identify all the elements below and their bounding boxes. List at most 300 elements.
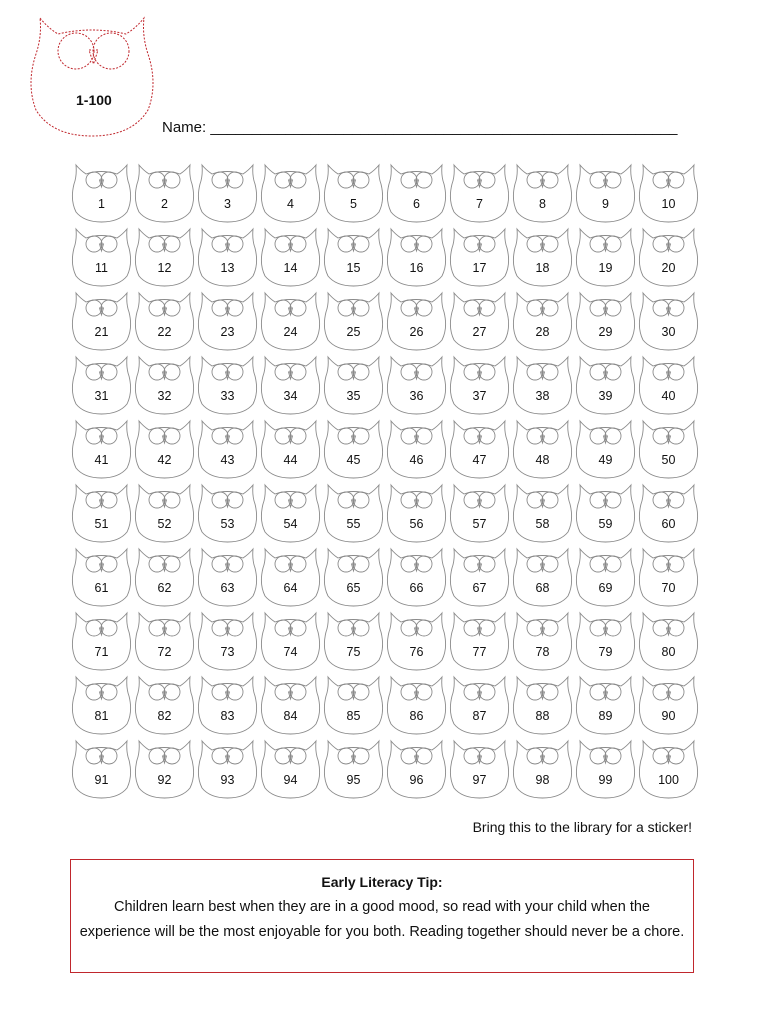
owl-outline-icon bbox=[637, 162, 700, 224]
owl-cell bbox=[637, 610, 700, 674]
owl-number: 91 bbox=[94, 773, 109, 787]
owl-cell bbox=[637, 482, 700, 546]
owl-number: 15 bbox=[346, 261, 361, 275]
owl-number: 48 bbox=[535, 453, 550, 467]
owl-outline-icon bbox=[448, 290, 511, 352]
owl-cell bbox=[448, 738, 511, 802]
owl-cell bbox=[511, 226, 574, 290]
owl-outline-icon bbox=[637, 354, 700, 416]
owl-outline-icon bbox=[637, 226, 700, 288]
owl-outline-icon bbox=[574, 290, 637, 352]
owl-number: 39 bbox=[598, 389, 613, 403]
owl-cell bbox=[259, 226, 322, 290]
owl-number: 3 bbox=[224, 197, 231, 211]
owl-outline-icon bbox=[259, 226, 322, 288]
owl-outline-icon bbox=[133, 354, 196, 416]
owl-outline-icon bbox=[637, 674, 700, 736]
owl-number: 1 bbox=[98, 197, 105, 211]
owl-outline-icon bbox=[259, 482, 322, 544]
owl-number: 65 bbox=[346, 581, 361, 595]
owl-number: 73 bbox=[220, 645, 235, 659]
owl-outline-icon bbox=[448, 610, 511, 672]
owl-outline-icon bbox=[448, 546, 511, 608]
owl-cell bbox=[448, 162, 511, 226]
owl-number: 69 bbox=[598, 581, 613, 595]
owl-cell bbox=[448, 354, 511, 418]
owl-number: 63 bbox=[220, 581, 235, 595]
owl-number: 34 bbox=[283, 389, 298, 403]
owl-number: 21 bbox=[94, 325, 109, 339]
owl-number: 77 bbox=[472, 645, 487, 659]
owl-outline-icon bbox=[322, 674, 385, 736]
owl-outline-icon bbox=[385, 354, 448, 416]
owl-number: 24 bbox=[283, 325, 298, 339]
owl-number: 8 bbox=[539, 197, 546, 211]
owl-number: 20 bbox=[661, 261, 676, 275]
owl-outline-icon bbox=[259, 290, 322, 352]
owl-outline-icon bbox=[511, 418, 574, 480]
owl-number: 79 bbox=[598, 645, 613, 659]
owl-number: 59 bbox=[598, 517, 613, 531]
owl-cell bbox=[511, 546, 574, 610]
owl-number: 29 bbox=[598, 325, 613, 339]
owl-number: 16 bbox=[409, 261, 424, 275]
owl-number: 100 bbox=[658, 773, 679, 787]
owl-number: 80 bbox=[661, 645, 676, 659]
owl-cell bbox=[574, 482, 637, 546]
tip-title: Early Literacy Tip: bbox=[321, 874, 443, 890]
owl-outline-icon bbox=[448, 226, 511, 288]
owl-outline-icon bbox=[196, 546, 259, 608]
owl-number: 51 bbox=[94, 517, 109, 531]
owl-number: 45 bbox=[346, 453, 361, 467]
owl-cell bbox=[448, 674, 511, 738]
owl-outline-icon bbox=[448, 354, 511, 416]
owl-cell bbox=[637, 354, 700, 418]
owl-cell bbox=[133, 738, 196, 802]
owl-number: 87 bbox=[472, 709, 487, 723]
owl-cell bbox=[637, 162, 700, 226]
owl-cell bbox=[322, 738, 385, 802]
owl-cell bbox=[448, 482, 511, 546]
owl-outline-icon bbox=[196, 354, 259, 416]
owl-number: 82 bbox=[157, 709, 172, 723]
owl-cell bbox=[574, 610, 637, 674]
owl-outline-icon bbox=[511, 354, 574, 416]
owl-outline-icon bbox=[511, 674, 574, 736]
owl-cell bbox=[637, 290, 700, 354]
owl-cell bbox=[574, 354, 637, 418]
owl-outline-icon bbox=[259, 418, 322, 480]
owl-number: 90 bbox=[661, 709, 676, 723]
owl-number: 75 bbox=[346, 645, 361, 659]
owl-number: 23 bbox=[220, 325, 235, 339]
owl-cell bbox=[574, 418, 637, 482]
owl-number: 89 bbox=[598, 709, 613, 723]
page-title: 1-100 bbox=[76, 92, 112, 108]
owl-number: 47 bbox=[472, 453, 487, 467]
owl-outline-icon bbox=[196, 290, 259, 352]
owl-outline-icon bbox=[70, 162, 133, 224]
owl-number: 7 bbox=[476, 197, 483, 211]
name-field-label: Name: ________________________________________________________ bbox=[162, 119, 678, 136]
owl-cell bbox=[133, 674, 196, 738]
owl-outline-icon bbox=[70, 674, 133, 736]
owl-cell bbox=[322, 418, 385, 482]
owl-cell bbox=[574, 226, 637, 290]
owl-number: 27 bbox=[472, 325, 487, 339]
owl-outline-icon bbox=[133, 226, 196, 288]
tip-body: Children learn best when they are in a good mood, so read with your child when the experience will be the most enjoyable for you both. Reading together should never be a chore. bbox=[79, 899, 685, 940]
owl-cell bbox=[196, 674, 259, 738]
owl-cell bbox=[511, 418, 574, 482]
owl-cell bbox=[70, 226, 133, 290]
owl-cell bbox=[574, 162, 637, 226]
owl-cell bbox=[322, 290, 385, 354]
owl-number: 62 bbox=[157, 581, 172, 595]
owl-cell bbox=[574, 546, 637, 610]
owl-cell bbox=[133, 354, 196, 418]
owl-cell bbox=[70, 418, 133, 482]
owl-outline-icon bbox=[322, 354, 385, 416]
owl-cell bbox=[259, 738, 322, 802]
owl-cell bbox=[70, 674, 133, 738]
owl-outline-icon bbox=[70, 546, 133, 608]
owl-outline-icon bbox=[511, 610, 574, 672]
owl-number: 99 bbox=[598, 773, 613, 787]
owl-outline-icon bbox=[70, 418, 133, 480]
owl-outline-icon bbox=[196, 226, 259, 288]
literacy-tip-box bbox=[70, 859, 694, 973]
owl-outline-icon bbox=[574, 482, 637, 544]
owl-logo-icon bbox=[30, 14, 154, 138]
owl-outline-icon bbox=[385, 226, 448, 288]
owl-outline-icon bbox=[385, 738, 448, 800]
owl-number: 42 bbox=[157, 453, 172, 467]
owl-outline-icon bbox=[385, 290, 448, 352]
owl-number: 72 bbox=[157, 645, 172, 659]
owl-cell bbox=[196, 546, 259, 610]
owl-outline-icon bbox=[322, 738, 385, 800]
owl-outline-icon bbox=[133, 162, 196, 224]
owl-cell bbox=[70, 610, 133, 674]
owl-outline-icon bbox=[196, 162, 259, 224]
owl-outline-icon bbox=[259, 354, 322, 416]
owl-number: 12 bbox=[157, 261, 172, 275]
owl-cell bbox=[385, 610, 448, 674]
owl-number: 67 bbox=[472, 581, 487, 595]
owl-cell bbox=[70, 162, 133, 226]
owl-cell bbox=[259, 674, 322, 738]
owl-cell bbox=[385, 418, 448, 482]
owl-cell bbox=[511, 738, 574, 802]
owl-outline-icon bbox=[70, 610, 133, 672]
owl-number: 60 bbox=[661, 517, 676, 531]
owl-number: 46 bbox=[409, 453, 424, 467]
owl-cell bbox=[70, 482, 133, 546]
owl-number: 25 bbox=[346, 325, 361, 339]
owl-outline-icon bbox=[511, 482, 574, 544]
owl-number: 9 bbox=[602, 197, 609, 211]
owl-outline-icon bbox=[70, 354, 133, 416]
owl-outline-icon bbox=[637, 546, 700, 608]
owl-number: 86 bbox=[409, 709, 424, 723]
owl-number: 10 bbox=[661, 197, 676, 211]
owl-outline-icon bbox=[133, 546, 196, 608]
owl-number: 33 bbox=[220, 389, 235, 403]
owl-number: 81 bbox=[94, 709, 109, 723]
owl-number: 54 bbox=[283, 517, 298, 531]
owl-cell bbox=[259, 482, 322, 546]
owl-cell bbox=[574, 738, 637, 802]
owl-outline-icon bbox=[259, 546, 322, 608]
owl-outline-icon bbox=[196, 610, 259, 672]
owl-number: 66 bbox=[409, 581, 424, 595]
owl-number: 32 bbox=[157, 389, 172, 403]
owl-cell bbox=[70, 738, 133, 802]
owl-cell bbox=[448, 610, 511, 674]
owl-outline-icon bbox=[511, 546, 574, 608]
owl-number: 28 bbox=[535, 325, 550, 339]
owl-cell bbox=[322, 610, 385, 674]
owl-cell bbox=[196, 162, 259, 226]
owl-number: 50 bbox=[661, 453, 676, 467]
owl-cell bbox=[70, 290, 133, 354]
owl-number-grid bbox=[70, 162, 700, 802]
owl-number: 76 bbox=[409, 645, 424, 659]
owl-number: 37 bbox=[472, 389, 487, 403]
owl-outline-icon bbox=[322, 290, 385, 352]
owl-cell bbox=[259, 546, 322, 610]
owl-number: 68 bbox=[535, 581, 550, 595]
owl-number: 5 bbox=[350, 197, 357, 211]
owl-number: 38 bbox=[535, 389, 550, 403]
owl-number: 97 bbox=[472, 773, 487, 787]
owl-number: 96 bbox=[409, 773, 424, 787]
owl-number: 17 bbox=[472, 261, 487, 275]
owl-outline-icon bbox=[322, 162, 385, 224]
owl-number: 11 bbox=[95, 261, 108, 275]
owl-outline-icon bbox=[133, 290, 196, 352]
owl-cell bbox=[385, 162, 448, 226]
owl-cell bbox=[259, 290, 322, 354]
owl-outline-icon bbox=[196, 738, 259, 800]
owl-outline-icon bbox=[574, 226, 637, 288]
owl-number: 49 bbox=[598, 453, 613, 467]
owl-outline-icon bbox=[322, 546, 385, 608]
owl-number: 30 bbox=[661, 325, 676, 339]
owl-outline-icon bbox=[574, 546, 637, 608]
owl-cell bbox=[385, 290, 448, 354]
owl-cell bbox=[511, 290, 574, 354]
owl-cell bbox=[448, 226, 511, 290]
owl-number: 56 bbox=[409, 517, 424, 531]
owl-cell bbox=[259, 354, 322, 418]
owl-outline-icon bbox=[511, 162, 574, 224]
owl-number: 85 bbox=[346, 709, 361, 723]
owl-number: 83 bbox=[220, 709, 235, 723]
owl-outline-icon bbox=[133, 738, 196, 800]
owl-cell bbox=[511, 610, 574, 674]
owl-cell bbox=[574, 290, 637, 354]
owl-number: 71 bbox=[94, 645, 109, 659]
owl-cell bbox=[322, 674, 385, 738]
owl-outline-icon bbox=[385, 418, 448, 480]
owl-outline-icon bbox=[574, 738, 637, 800]
owl-number: 84 bbox=[283, 709, 298, 723]
owl-outline-icon bbox=[196, 418, 259, 480]
owl-cell bbox=[133, 290, 196, 354]
owl-outline-icon bbox=[385, 674, 448, 736]
owl-outline-icon bbox=[70, 482, 133, 544]
owl-outline-icon bbox=[133, 674, 196, 736]
owl-outline-icon bbox=[574, 610, 637, 672]
owl-outline-icon bbox=[574, 162, 637, 224]
owl-number: 35 bbox=[346, 389, 361, 403]
owl-outline-icon bbox=[196, 482, 259, 544]
owl-cell bbox=[385, 674, 448, 738]
owl-number: 2 bbox=[161, 197, 168, 211]
owl-cell bbox=[259, 418, 322, 482]
owl-outline-icon bbox=[385, 546, 448, 608]
owl-outline-icon bbox=[637, 738, 700, 800]
owl-number: 40 bbox=[661, 389, 676, 403]
owl-cell bbox=[133, 162, 196, 226]
owl-cell bbox=[70, 546, 133, 610]
owl-outline-icon bbox=[574, 354, 637, 416]
owl-number: 64 bbox=[283, 581, 298, 595]
owl-cell bbox=[196, 482, 259, 546]
owl-outline-icon bbox=[637, 482, 700, 544]
owl-outline-icon bbox=[259, 738, 322, 800]
owl-cell bbox=[259, 610, 322, 674]
owl-cell bbox=[196, 418, 259, 482]
owl-cell bbox=[196, 354, 259, 418]
owl-outline-icon bbox=[448, 418, 511, 480]
owl-outline-icon bbox=[574, 674, 637, 736]
owl-number: 31 bbox=[94, 389, 109, 403]
owl-number: 44 bbox=[283, 453, 298, 467]
owl-number: 93 bbox=[220, 773, 235, 787]
owl-cell bbox=[637, 226, 700, 290]
sticker-note: Bring this to the library for a sticker! bbox=[472, 819, 692, 835]
owl-outline-icon bbox=[70, 290, 133, 352]
owl-outline-icon bbox=[448, 162, 511, 224]
owl-cell bbox=[385, 546, 448, 610]
owl-number: 4 bbox=[287, 197, 294, 211]
owl-number: 53 bbox=[220, 517, 235, 531]
owl-number: 92 bbox=[157, 773, 172, 787]
owl-number: 41 bbox=[94, 453, 109, 467]
owl-outline-icon bbox=[322, 226, 385, 288]
owl-cell bbox=[70, 354, 133, 418]
owl-cell bbox=[322, 482, 385, 546]
owl-cell bbox=[259, 162, 322, 226]
owl-number: 74 bbox=[283, 645, 298, 659]
owl-outline-icon bbox=[511, 738, 574, 800]
owl-cell bbox=[385, 354, 448, 418]
owl-cell bbox=[322, 546, 385, 610]
owl-number: 18 bbox=[535, 261, 550, 275]
owl-outline-icon bbox=[259, 674, 322, 736]
owl-cell bbox=[511, 482, 574, 546]
owl-cell bbox=[196, 290, 259, 354]
owl-cell bbox=[511, 674, 574, 738]
owl-number: 98 bbox=[535, 773, 550, 787]
owl-cell bbox=[322, 162, 385, 226]
owl-cell bbox=[511, 162, 574, 226]
owl-cell bbox=[322, 226, 385, 290]
owl-outline-icon bbox=[511, 226, 574, 288]
owl-outline-icon bbox=[448, 738, 511, 800]
owl-cell bbox=[196, 226, 259, 290]
owl-outline-icon bbox=[322, 610, 385, 672]
owl-outline-icon bbox=[385, 610, 448, 672]
owl-outline-icon bbox=[448, 482, 511, 544]
owl-number: 36 bbox=[409, 389, 424, 403]
owl-cell bbox=[133, 482, 196, 546]
owl-cell bbox=[448, 290, 511, 354]
owl-cell bbox=[637, 418, 700, 482]
owl-outline-icon bbox=[385, 162, 448, 224]
owl-number: 70 bbox=[661, 581, 676, 595]
owl-number: 14 bbox=[283, 261, 298, 275]
owl-outline-icon bbox=[70, 226, 133, 288]
owl-number: 94 bbox=[283, 773, 298, 787]
owl-outline-icon bbox=[133, 418, 196, 480]
owl-cell bbox=[133, 546, 196, 610]
owl-cell bbox=[637, 546, 700, 610]
owl-cell bbox=[133, 226, 196, 290]
owl-cell bbox=[448, 418, 511, 482]
owl-cell bbox=[385, 738, 448, 802]
owl-cell bbox=[511, 354, 574, 418]
owl-number: 43 bbox=[220, 453, 235, 467]
owl-cell bbox=[385, 482, 448, 546]
owl-cell bbox=[196, 738, 259, 802]
owl-cell bbox=[637, 674, 700, 738]
owl-number: 52 bbox=[157, 517, 172, 531]
owl-number: 22 bbox=[157, 325, 172, 339]
owl-outline-icon bbox=[259, 610, 322, 672]
owl-outline-icon bbox=[322, 418, 385, 480]
owl-cell bbox=[322, 354, 385, 418]
owl-number: 26 bbox=[409, 325, 424, 339]
owl-outline-icon bbox=[637, 610, 700, 672]
owl-outline-icon bbox=[322, 482, 385, 544]
owl-outline-icon bbox=[259, 162, 322, 224]
owl-number: 55 bbox=[346, 517, 361, 531]
owl-cell bbox=[385, 226, 448, 290]
owl-outline-icon bbox=[637, 418, 700, 480]
owl-cell bbox=[196, 610, 259, 674]
owl-number: 19 bbox=[598, 261, 613, 275]
owl-outline-icon bbox=[574, 418, 637, 480]
owl-number: 58 bbox=[535, 517, 550, 531]
owl-number: 78 bbox=[535, 645, 550, 659]
owl-cell bbox=[448, 546, 511, 610]
owl-outline-icon bbox=[511, 290, 574, 352]
owl-cell bbox=[637, 738, 700, 802]
owl-cell bbox=[574, 674, 637, 738]
owl-outline-icon bbox=[133, 482, 196, 544]
owl-number: 88 bbox=[535, 709, 550, 723]
owl-outline-icon bbox=[448, 674, 511, 736]
owl-cell bbox=[133, 610, 196, 674]
owl-number: 13 bbox=[220, 261, 235, 275]
owl-number: 61 bbox=[94, 581, 109, 595]
owl-outline-icon bbox=[70, 738, 133, 800]
